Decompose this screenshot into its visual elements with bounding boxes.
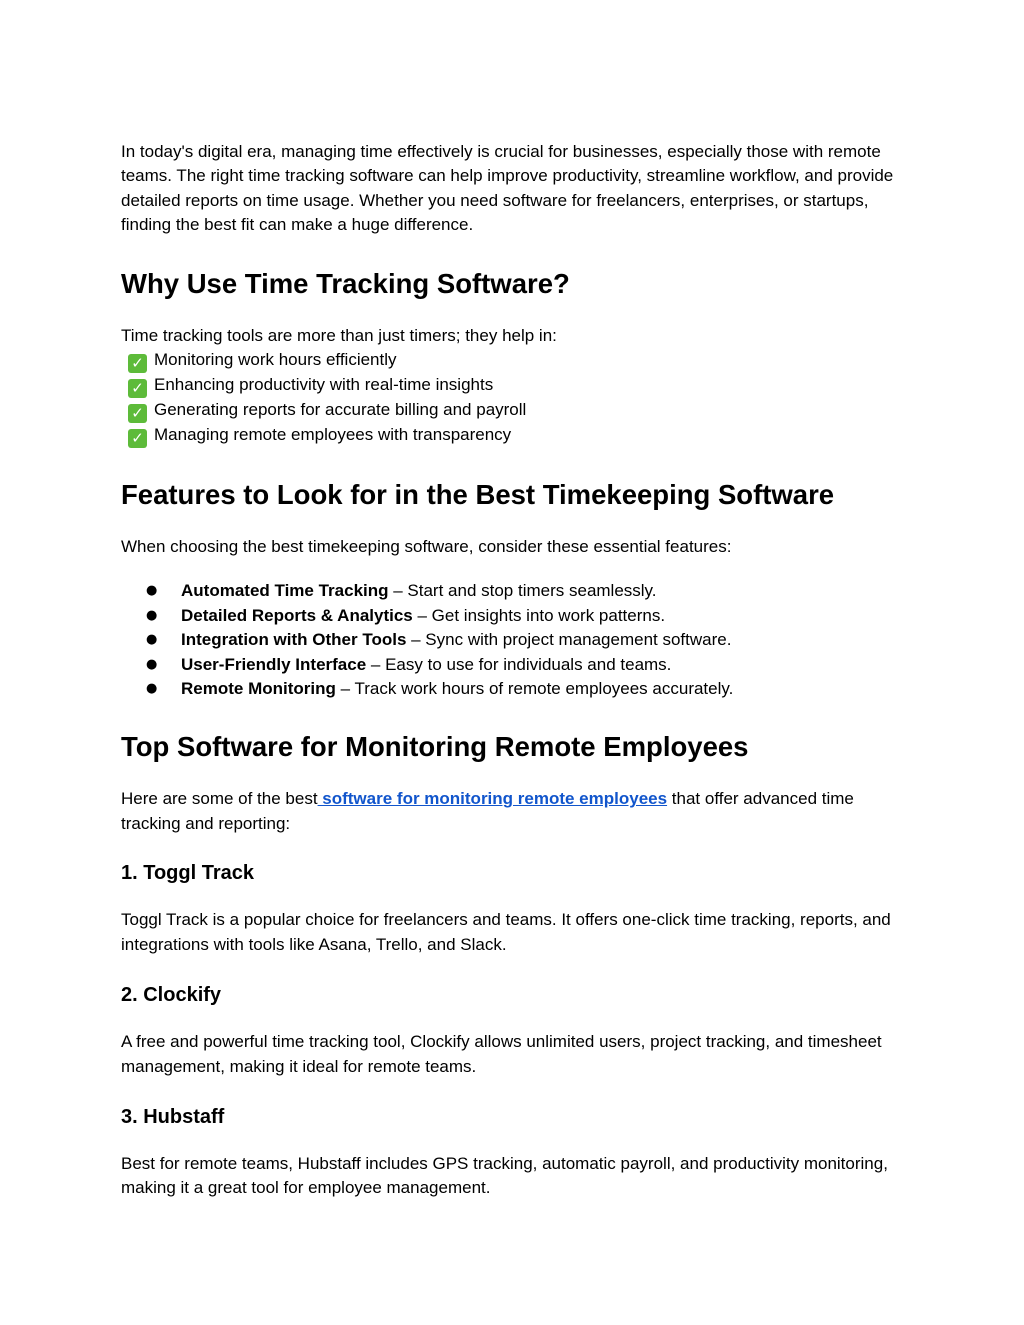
top-lead — [121, 787, 901, 836]
features-list — [121, 579, 901, 701]
features-heading: Features to Look for in the Best Timekeeping Software — [121, 479, 835, 511]
feature-desc: – Get insights into work patterns. — [412, 605, 666, 625]
checkmark-icon: ✓ — [128, 354, 147, 373]
bullet-icon: ● — [146, 607, 158, 623]
feature-title: User-Friendly Interface — [181, 654, 367, 674]
why-heading: Why Use Time Tracking Software? — [121, 267, 570, 299]
monitoring-software-link[interactable]: software for monitoring remote employees — [317, 789, 668, 809]
bullet-icon: ● — [146, 681, 158, 697]
checkmark-icon: ✓ — [128, 404, 147, 423]
checkmark-icon: ✓ — [128, 379, 147, 398]
feature-title: Detailed Reports & Analytics — [181, 605, 413, 625]
feature-item — [121, 677, 901, 701]
tool-description: A free and powerful time tracking tool, Clockify allows unlimited users, project tracking, and timesheet management, making it ideal for remote teams. — [121, 1032, 882, 1076]
feature-desc: – Start and stop timers seamlessly. — [388, 581, 657, 601]
top-lead-before: Here are some of the best — [121, 789, 318, 809]
feature-title: Automated Time Tracking — [181, 581, 389, 601]
feature-item — [121, 604, 901, 628]
top-heading: Top Software for Monitoring Remote Employees — [121, 731, 749, 763]
document-page — [121, 140, 901, 1201]
why-section — [121, 324, 901, 448]
feature-item — [121, 628, 901, 652]
checkmark-icon: ✓ — [128, 429, 147, 448]
check-item-text: Generating reports for accurate billing and payroll — [154, 400, 527, 420]
check-item — [121, 373, 901, 398]
check-item-text: Managing remote employees with transparency — [154, 425, 512, 445]
tool-description: Toggl Track is a popular choice for freelancers and teams. It offers one-click time tracking, reports, and integrations with tools like Asana, Trello, and Slack. — [121, 910, 891, 954]
feature-title: Integration with Other Tools — [181, 630, 407, 650]
why-lead: Time tracking tools are more than just timers; they help in: — [121, 325, 557, 345]
check-item-text: Monitoring work hours efficiently — [154, 350, 397, 370]
check-item — [121, 348, 901, 373]
feature-desc: – Sync with project management software. — [406, 630, 732, 650]
top-lead-after: that offer advanced time tracking and reporting: — [121, 789, 854, 833]
feature-title: Remote Monitoring — [181, 679, 336, 699]
feature-item — [121, 579, 901, 603]
tool-heading: 3. Hubstaff — [121, 1105, 225, 1128]
check-item — [121, 398, 901, 423]
intro-paragraph: In today's digital era, managing time effectively is crucial for businesses, especially those with remote teams. The right time tracking software can help improve productivity, streamline workflow, and provide detailed reports on time usage. Whether you need software for freelancers, enterprises, or startups, finding the best fit can make a huge difference. — [121, 142, 894, 235]
feature-item — [121, 653, 901, 677]
bullet-icon: ● — [146, 632, 158, 648]
bullet-icon: ● — [146, 583, 158, 599]
check-item-text: Enhancing productivity with real-time insights — [154, 375, 494, 395]
bullet-icon: ● — [146, 656, 158, 672]
features-lead: When choosing the best timekeeping software, consider these essential features: — [121, 537, 732, 557]
check-item — [121, 423, 901, 448]
tool-heading: 1. Toggl Track — [121, 862, 254, 885]
tool-heading: 2. Clockify — [121, 984, 222, 1007]
feature-desc: – Track work hours of remote employees accurately. — [335, 679, 734, 699]
feature-desc: – Easy to use for individuals and teams. — [366, 654, 672, 674]
tool-description: Best for remote teams, Hubstaff includes GPS tracking, automatic payroll, and productivity monitoring, making it a great tool for employee management. — [121, 1153, 888, 1198]
